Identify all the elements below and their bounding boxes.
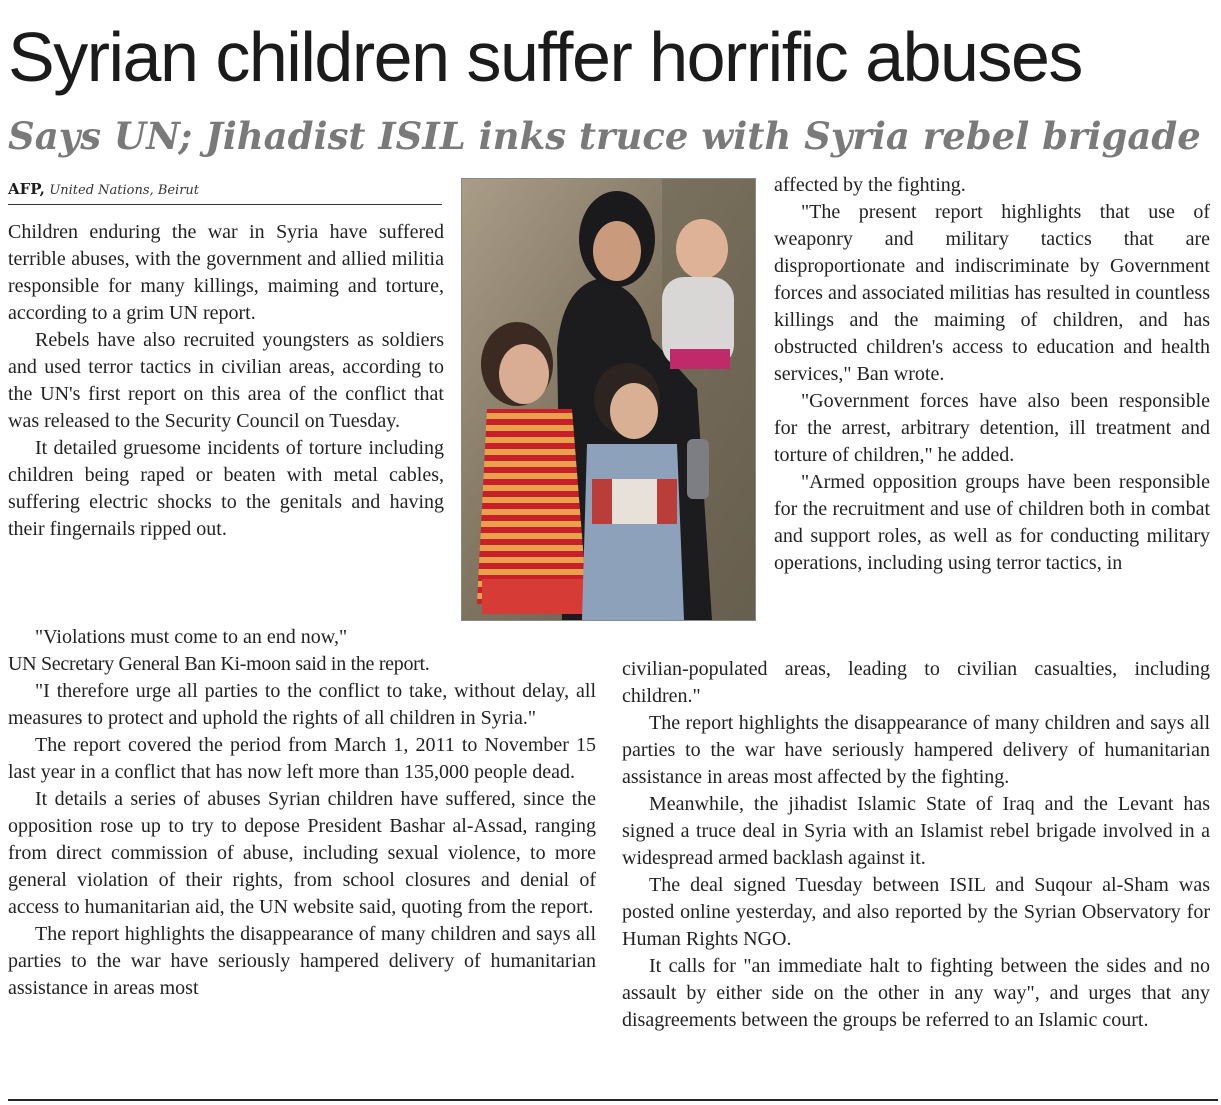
news-photo xyxy=(461,178,756,621)
article-paragraph: It calls for "an immediate halt to fighting between the sides and no assault by either side on the other in any way", and urges that any disagreements between the groups be referred to an Islamic court. xyxy=(622,955,1210,1031)
article-paragraph: It details a series of abuses Syrian children have suffered, since the opposition rose up to try to depose President Bashar al-Assad, ranging from direct commission of abuse, including sexual violence, to more general violation of their rights, from school closures and denial of access to humanitarian aid, the UN website said, quoting from the report. xyxy=(8,788,596,918)
article-paragraph: "Government forces have also been responsible for the arrest, arbitrary detention, ill treatment and torture of children," he added. xyxy=(774,390,1210,466)
article-paragraph: affected by the fighting. xyxy=(774,174,966,196)
article-column-1-lower xyxy=(8,624,596,1084)
article-paragraph: "I therefore urge all parties to the conflict to take, without delay, all measures to protect and uphold the rights of all children in Syria." xyxy=(8,680,596,729)
article-paragraph: Rebels have also recruited youngsters as soldiers and used terror tactics in civilian areas, according to the UN's first report on this area of the conflict that was released to the Security Council on Tuesday. xyxy=(8,329,444,432)
byline xyxy=(8,178,442,205)
bottom-rule xyxy=(8,1099,1218,1101)
article-paragraph: "Violations must come to an end now," xyxy=(35,626,348,648)
article-paragraph: UN Secretary General Ban Ki-moon said in the report. xyxy=(8,653,430,675)
article-paragraph: "The present report highlights that use of weaponry and military tactics that are disproportionate and indiscriminate by Government forces and associated militias has resulted in countless killings and the maiming of children, and has obstructed children's access to education and health services," Ban wrote. xyxy=(774,201,1210,385)
article-paragraph: It detailed gruesome incidents of torture including children being raped or beaten with metal cables, suffering electric shocks to the genitals and having their fingernails ripped out. xyxy=(8,437,444,540)
article-paragraph: The report highlights the disappearance of many children and says all parties to the war have seriously hampered delivery of humanitarian assistance in areas most affected by the fighting. xyxy=(622,712,1210,788)
article-paragraph: Children enduring the war in Syria have suffered terrible abuses, with the government and allied militia responsible for many killings, maiming and torture, according to a grim UN report. xyxy=(8,221,444,324)
byline-location: United Nations, Beirut xyxy=(49,183,200,198)
byline-agency: AFP, xyxy=(8,180,45,198)
article-paragraph: "Armed opposition groups have been responsible for the recruitment and use of children both in combat and support roles, as well as for conducting military operations, including using terror tactics, in xyxy=(774,471,1210,574)
article-column-2-upper xyxy=(774,172,1210,620)
article-paragraph: The report highlights the disappearance of many children and says all parties to the war have seriously hampered delivery of humanitarian assistance in areas most xyxy=(8,923,596,999)
subheadline: Says UN; Jihadist ISIL inks truce with Syria rebel brigade xyxy=(8,114,1201,158)
article-paragraph: civilian-populated areas, leading to civilian casualties, including children." xyxy=(622,658,1210,707)
article-paragraph: The report covered the period from March 1, 2011 to November 15 last year in a conflict that has now left more than 135,000 people dead. xyxy=(8,734,596,783)
article-paragraph: The deal signed Tuesday between ISIL and Suqour al-Sham was posted online yesterday, and also reported by the Syrian Observatory for Human Rights NGO. xyxy=(622,874,1210,950)
article-paragraph: Meanwhile, the jihadist Islamic State of Iraq and the Levant has signed a truce deal in Syria with an Islamist rebel brigade involved in a widespread armed backlash against it. xyxy=(622,793,1210,869)
headline: Syrian children suffer horrific abuses xyxy=(8,18,1082,96)
news-photo-icon xyxy=(462,179,755,620)
article-column-2-lower xyxy=(622,656,1210,1086)
article-column-1-upper xyxy=(8,219,444,629)
